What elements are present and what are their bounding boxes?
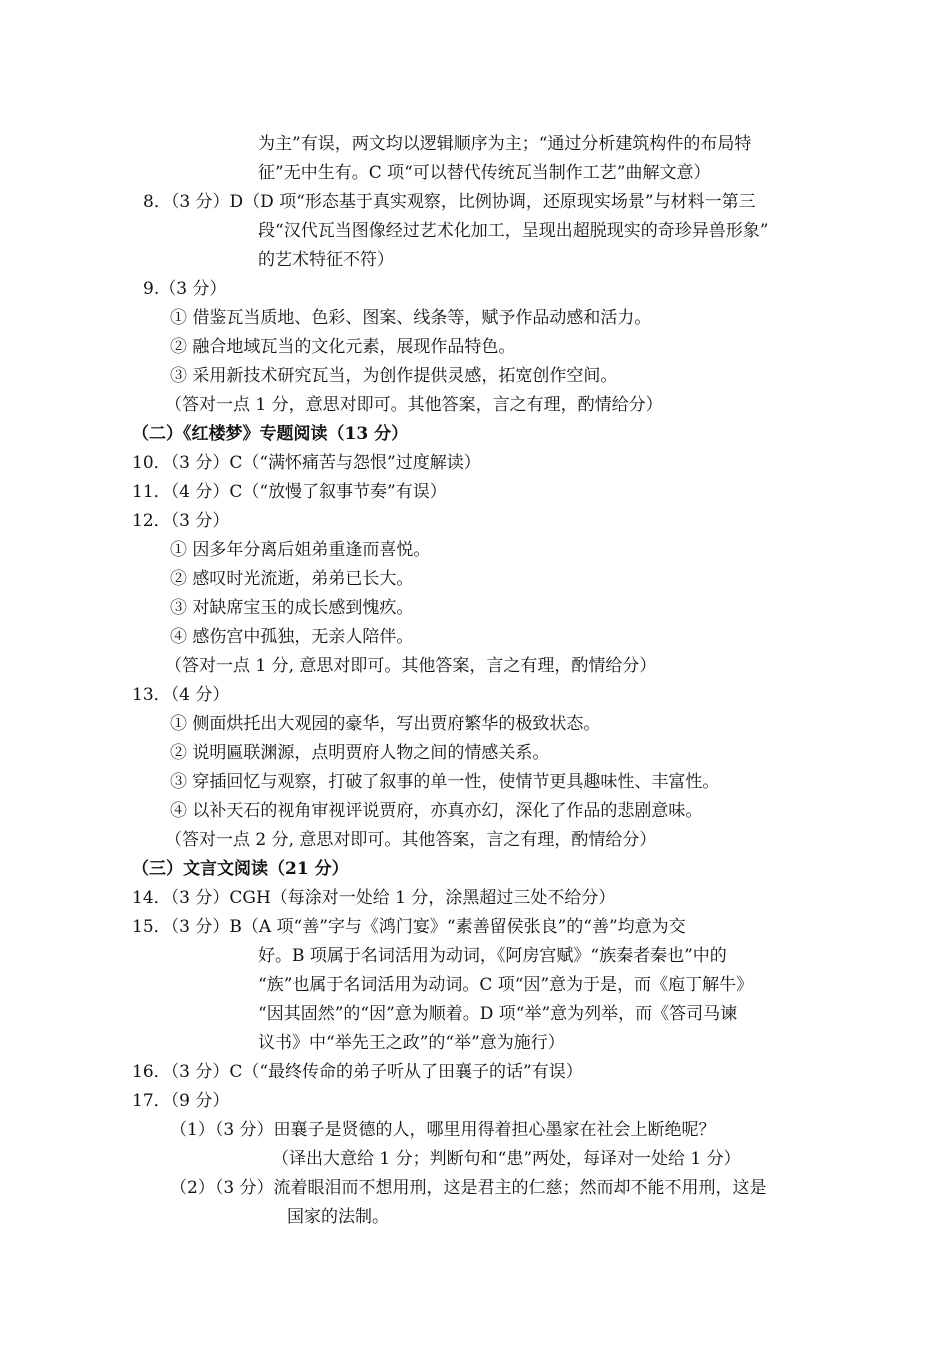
answer-9-point-3: ③ 采用新技术研究瓦当，为创作提供灵感，拓宽创作空间。: [170, 366, 618, 386]
answer-13-point-3: ③ 穿插回忆与观察，打破了叙事的单一性，使情节更具趣味性、丰富性。: [170, 772, 720, 792]
answer-12-scoring-note: （答对一点 1 分, 意思对即可。其他答案，言之有理，酌情给分）: [165, 656, 657, 676]
answer-12-heading: 12．（3 分）: [132, 511, 230, 531]
answer-12-point-1: ① 因多年分离后姐弟重逢而喜悦。: [170, 540, 431, 560]
answer-13-scoring-note: （答对一点 2 分, 意思对即可。其他答案，言之有理，酌情给分）: [165, 830, 657, 850]
answer-9-point-1: ① 借鉴瓦当质地、色彩、图案、线条等，赋予作品动感和活力。: [170, 308, 652, 328]
answer-17-part-1-scoring-note: （译出大意给 1 分；判断句和“患”两处，每译对一处给 1 分）: [272, 1149, 741, 1169]
answer-13-point-2: ② 说明匾联渊源，点明贾府人物之间的情感关系。: [170, 743, 550, 763]
answer-9-point-2: ② 融合地域瓦当的文化元素，展现作品特色。: [170, 337, 516, 357]
answer-14: 14．（3 分）CGH（每涂对一处给 1 分，涂黑超过三处不给分）: [132, 888, 616, 908]
answer-10: 10．（3 分）C（“满怀痛苦与怨恨”过度解读）: [132, 453, 481, 473]
answer-12-point-2: ② 感叹时光流逝，弟弟已长大。: [170, 569, 414, 589]
answer-17-part-1: （1）（3 分）田襄子是贤德的人，哪里用得着担心墨家在社会上断绝呢？: [170, 1120, 716, 1140]
answer-11: 11．（4 分）C（“放慢了叙事节奏”有误）: [132, 482, 447, 502]
answer-13-heading: 13．（4 分）: [132, 685, 230, 705]
answer-7-continued-line-2: 征”无中生有。C 项“可以替代传统瓦当制作工艺”曲解文意）: [258, 163, 711, 183]
answer-17-heading: 17．（9 分）: [132, 1091, 230, 1111]
answer-15-line-2: 好。B 项属于名词活用为动词，《阿房宫赋》“族秦者秦也”中的: [258, 946, 727, 966]
answer-15-line-4: “因其固然”的“因”意为顺着。D 项“举”意为列举，而《答司马谏: [258, 1004, 738, 1024]
answer-13-point-4: ④ 以补天石的视角审视评说贾府，亦真亦幻，深化了作品的悲剧意味。: [170, 801, 703, 821]
answer-7-continued-line-1: 为主”有误，两文均以逻辑顺序为主；“通过分析建筑构件的布局特: [258, 134, 752, 154]
answer-13-point-1: ① 侧面烘托出大观园的豪华，写出贾府繁华的极致状态。: [170, 714, 601, 734]
section-2-heading: （二）《红楼梦》专题阅读（13 分）: [132, 424, 409, 444]
answer-9-heading: 9.（3 分）: [143, 279, 227, 299]
answer-12-point-4: ④ 感伤宫中孤独，无亲人陪伴。: [170, 627, 414, 647]
answer-15-line-3: “族”也属于名词活用为动词。C 项“因”意为于是，而《庖丁解牛》: [258, 975, 754, 995]
answer-15-line-1: 15．（3 分）B（A 项“善”字与《鸿门宴》“素善留侯张良”的“善”均意为交: [132, 917, 686, 937]
answer-17-part-2-line-1: （2）（3 分）流着眼泪而不想用刑，这是君主的仁慈；然而却不能不用刑，这是: [170, 1178, 767, 1198]
answer-8-line-3: 的艺术特征不符）: [258, 250, 394, 270]
answer-17-part-2-line-2: 国家的法制。: [287, 1207, 389, 1227]
answer-12-point-3: ③ 对缺席宝玉的成长感到愧疚。: [170, 598, 414, 618]
answer-9-scoring-note: （答对一点 1 分，意思对即可。其他答案，言之有理，酌情给分）: [165, 395, 663, 415]
answer-16: 16．（3 分）C（“最终传命的弟子听从了田襄子的话”有误）: [132, 1062, 583, 1082]
answer-8-line-1: 8．（3 分）D（D 项“形态基于真实观察，比例协调，还原现实场景”与材料一第三: [143, 192, 756, 212]
section-3-heading: （三）文言文阅读（21 分）: [132, 859, 349, 879]
answer-8-line-2: 段“汉代瓦当图像经过艺术化加工，呈现出超脱现实的奇珍异兽形象”: [258, 221, 769, 241]
answer-15-line-5: 议书》中“举先王之政”的“举”意为施行）: [258, 1033, 565, 1053]
